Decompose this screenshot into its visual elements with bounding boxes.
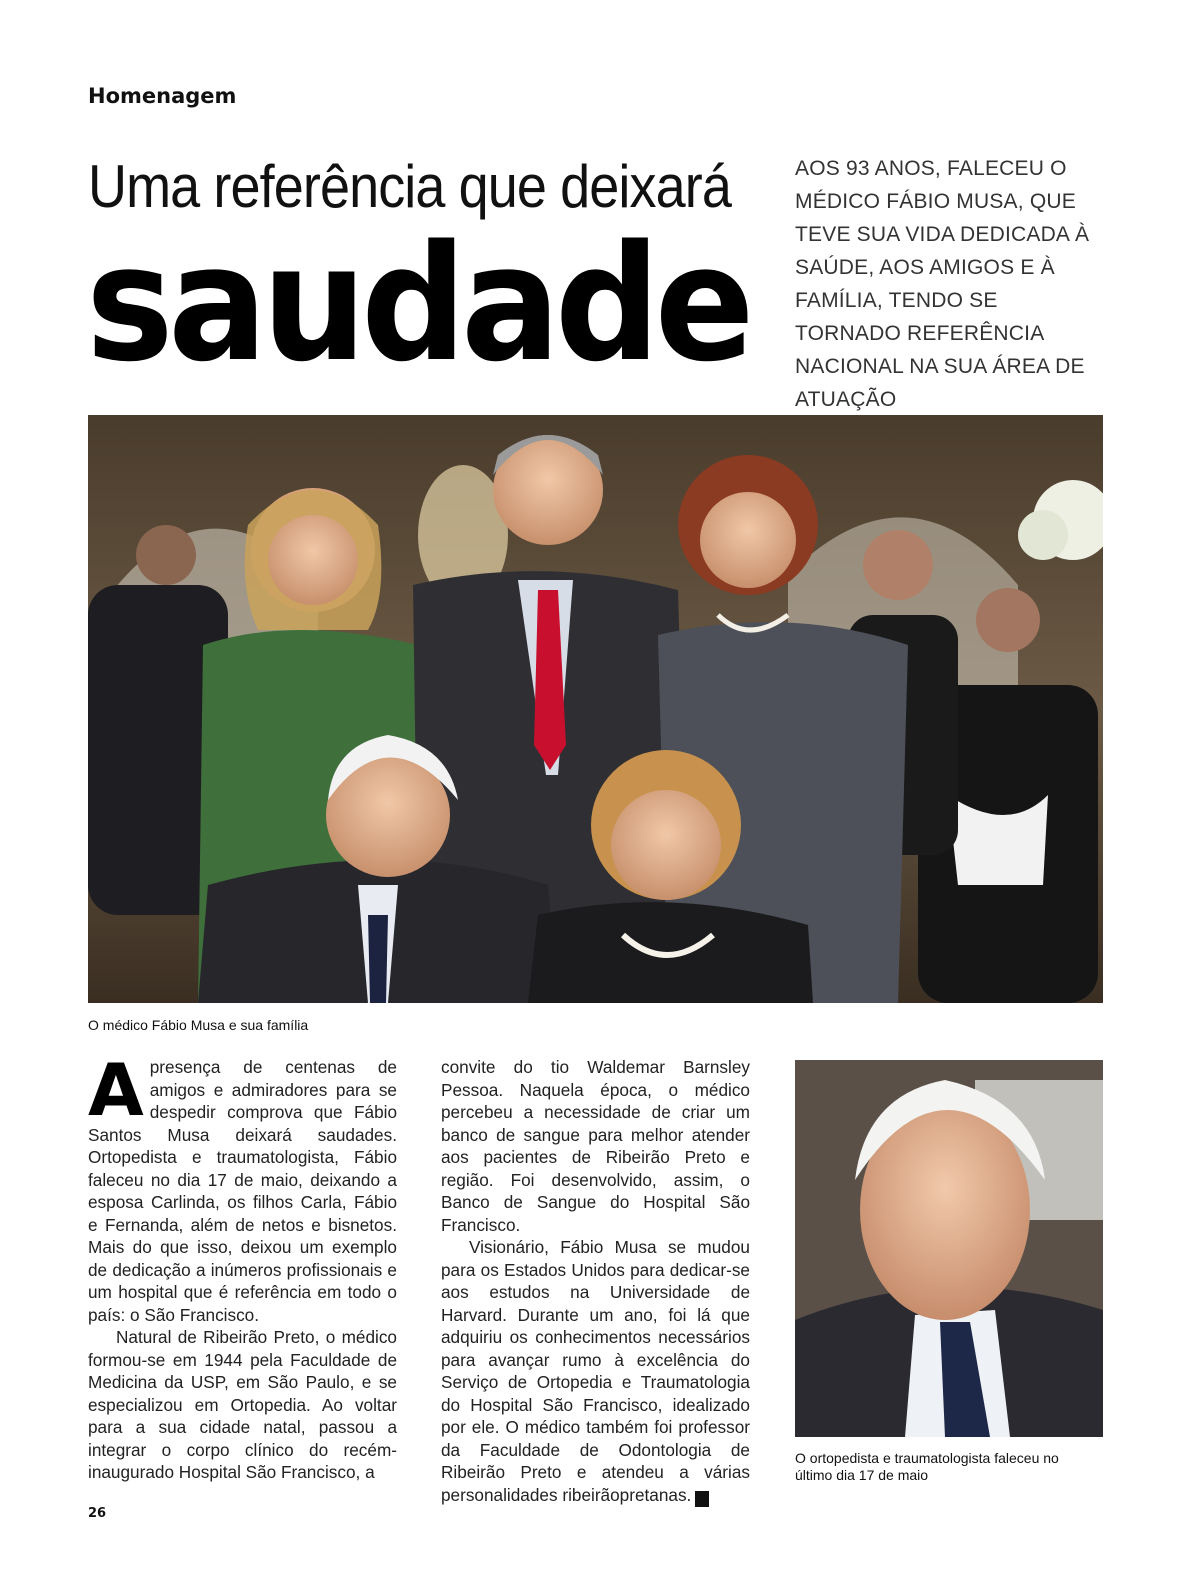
article-paragraph-4 — [441, 1236, 750, 1507]
article-paragraph-2: Natural de Ribeirão Preto, o médico formou-se em 1944 pela Faculdade de Medicina da USP, em São Paulo, e se especializou em Ortopedia. Ao voltar para a sua cidade natal, passou a integrar o corpo clínico do recém-inaugurado Hospital São Francisco, a — [88, 1327, 397, 1482]
portrait-photo — [795, 1060, 1103, 1437]
article-column-2 — [441, 1056, 750, 1507]
paragraph-4-text: Visionário, Fábio Musa se mudou para os Estados Unidos para dedicar-se aos estudos na Universidade de Harvard. Durante um ano, foi lá que adquiriu os conhecimentos necessários para avançar rumo à excelência do Serviço de Ortopedia e Traumatologia do Hospital São Francisco, idealizado por ele. O médico também foi professor da Faculdade de Odontologia de Ribeirão Preto e atendeu a várias personalidades ribeirãopretanas. — [441, 1237, 750, 1505]
headline-big-word: saudade — [86, 210, 750, 397]
paragraph-1-text: presença de centenas de amigos e admiradores para se despedir comprova que Fábio Santos Musa deixará saudades. Ortopedista e traumatologista, Fábio faleceu no dia 17 de maio, deixando a esposa Carlinda, os filhos Carla, Fábio e Fernanda, além de netos e bisnetos. Mais do que isso, deixou um exemplo de dedicação a inúmeros profissionais e um hospital que é referência em todo o país: o São Francisco. — [88, 1057, 397, 1325]
lede-text: AOS 93 ANOS, FALECEU O MÉDICO FÁBIO MUSA, QUE TEVE SUA VIDA DEDICADA À SAÚDE, AOS AMIGOS E À FAMÍLIA, TENDO SE TORNADO REFERÊNCIA NACIONAL NA SUA ÁREA DE ATUAÇÃO — [795, 157, 1090, 411]
family-group-photo — [88, 415, 1103, 1003]
end-of-article-icon: r — [695, 1491, 709, 1507]
portrait-caption: O ortopedista e traumatologista faleceu no último dia 17 de maio — [795, 1450, 1059, 1483]
headline-line-1: Uma referência que deixará — [88, 153, 731, 220]
main-photo-caption: O médico Fábio Musa e sua família — [88, 1017, 309, 1033]
drop-cap: A — [88, 1048, 144, 1132]
article-paragraph-1 — [88, 1048, 397, 1326]
article-paragraph-3: convite do tio Waldemar Barnsley Pessoa. Naquela época, o médico percebeu a necessidade de criar um banco de sangue para melhor atender aos pacientes de Ribeirão Preto e região. Foi desenvolvido, assim, o Banco de Sangue do Hospital São Francisco. — [441, 1057, 750, 1235]
section-label: Homenagem — [88, 84, 237, 108]
article-column-1 — [88, 1048, 397, 1484]
page-number: 26 — [88, 1506, 107, 1521]
